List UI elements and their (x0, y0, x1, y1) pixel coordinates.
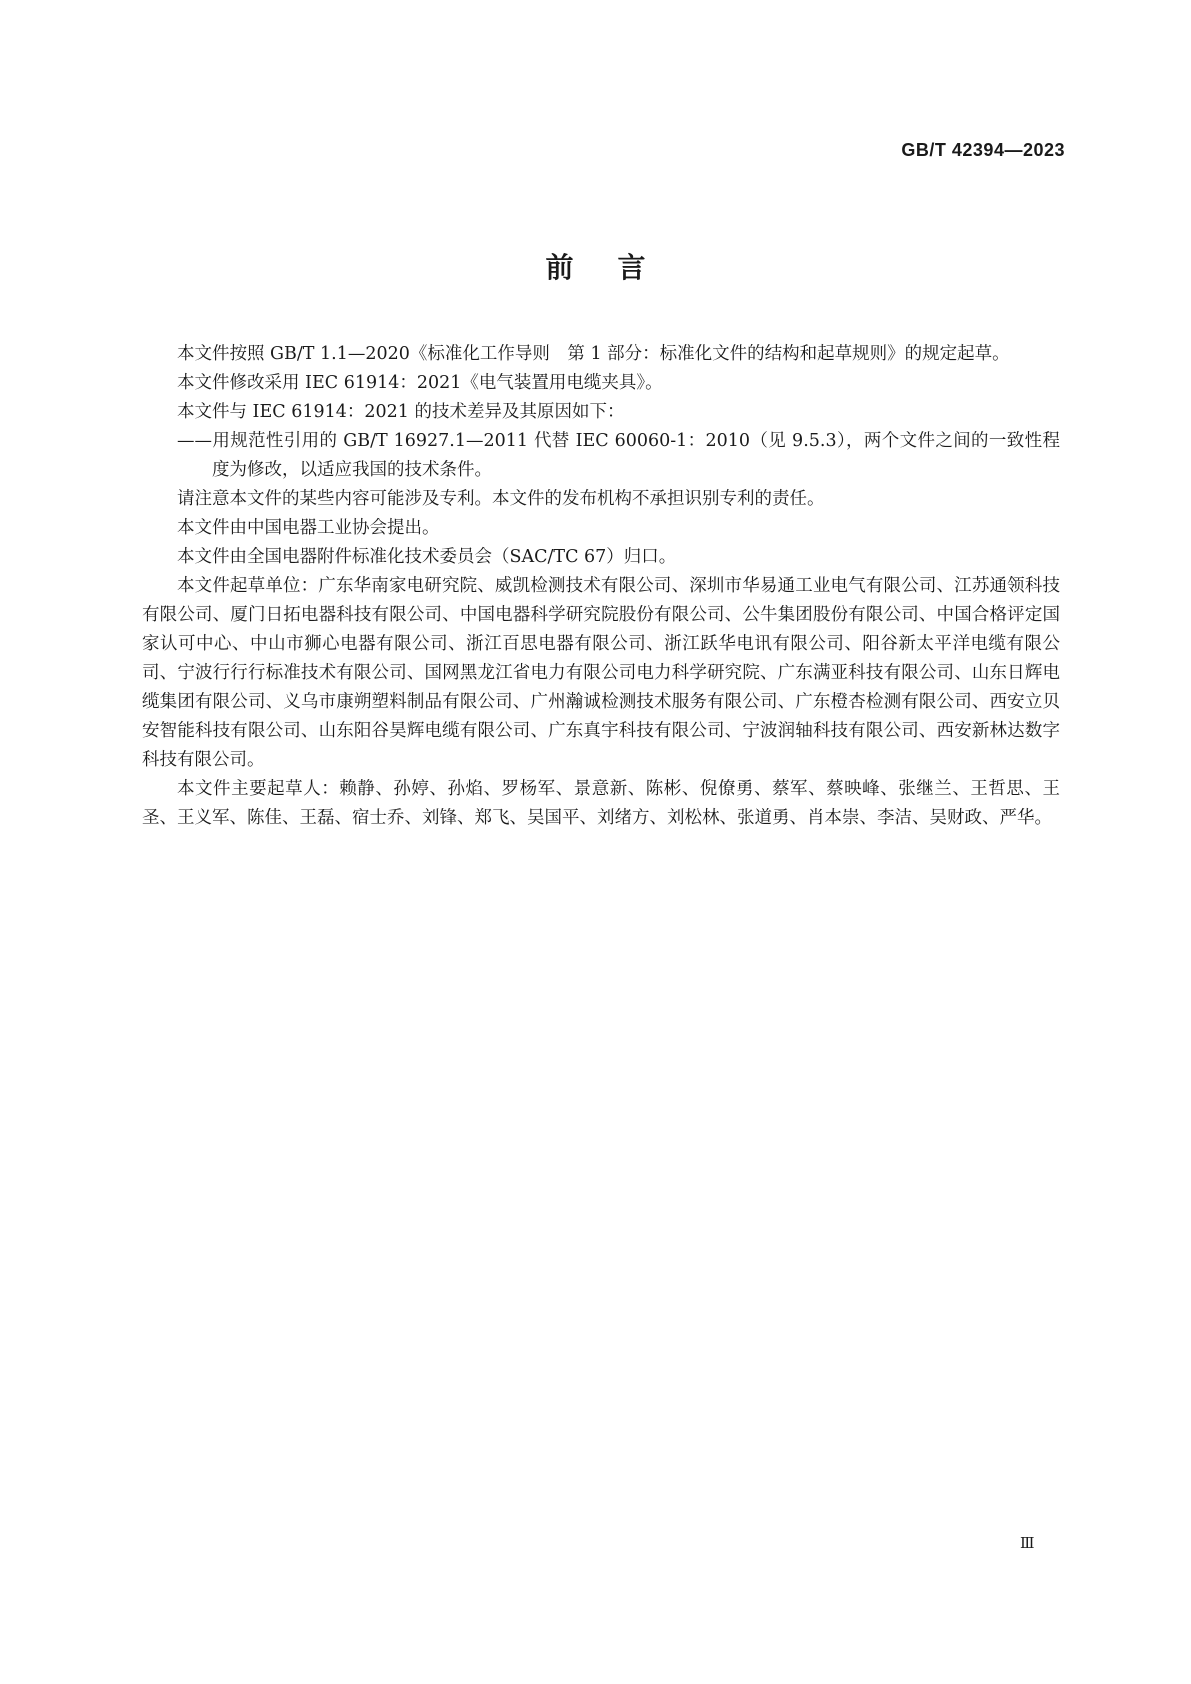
paragraph-adoption: 本文件修改采用 IEC 61914：2021《电气装置用电缆夹具》。 (177, 373, 663, 393)
paragraph-administered-by: 本文件由全国电器附件标准化技术委员会（SAC/TC 67）归口。 (177, 547, 677, 567)
page-title: 前言 (545, 251, 690, 284)
paragraph-drafting-organizations: 本文件起草单位：广东华南家电研究院、威凯检测技术有限公司、深圳市华易通工业电气有限公司、江苏通领科技有限公司、厦门日拓电器科技有限公司、中国电器科学研究院股份有限公司、公牛集团股份有限公司、中国合格评定国家认可中心、中山市狮心电器有限公司、浙江百思电器有限公司、浙江跃华电讯有限公司、阳谷新太平洋电缆有限公司、宁波行行行标准技术有限公司、国网黑龙江省电力有限公司电力科学研究院、广东满亚科技有限公司、山东日辉电缆集团有限公司、义乌市康朔塑料制品有限公司、广州瀚诚检测技术服务有限公司、广东橙杏检测有限公司、西安立贝安智能科技有限公司、山东阳谷昊辉电缆有限公司、广东真宇科技有限公司、宁波润轴科技有限公司、西安新林达数字科技有限公司。 (142, 576, 1060, 770)
standard-number: GB/T 42394—2023 (901, 140, 1065, 160)
page-number: Ⅲ (1020, 1534, 1035, 1552)
paragraph-drafters: 本文件主要起草人：赖静、孙婷、孙焰、罗杨军、景意新、陈彬、倪僚勇、蔡军、蔡映峰、张继兰、王哲思、王圣、王义军、陈佳、王磊、宿士乔、刘锋、郑飞、吴国平、刘绪方、刘松林、张道勇、肖本崇、李洁、吴财政、严华。 (142, 779, 1060, 828)
foreword-body (142, 340, 1060, 833)
paragraph-drafting-rules: 本文件按照 GB/T 1.1—2020《标准化工作导则 第 1 部分：标准化文件的结构和起草规则》的规定起草。 (177, 344, 1010, 364)
paragraph-patent-notice: 请注意本文件的某些内容可能涉及专利。本文件的发布机构不承担识别专利的责任。 (177, 489, 825, 509)
paragraph-proposed-by: 本文件由中国电器工业协会提出。 (177, 518, 440, 538)
paragraph-differences-intro: 本文件与 IEC 61914：2021 的技术差异及其原因如下： (177, 402, 625, 422)
paragraph-difference-item: ——用规范性引用的 GB/T 16927.1—2011 代替 IEC 60060-1：2010（见 9.5.3），两个文件之间的一致性程度为修改，以适应我国的技术条件。 (177, 431, 1060, 480)
